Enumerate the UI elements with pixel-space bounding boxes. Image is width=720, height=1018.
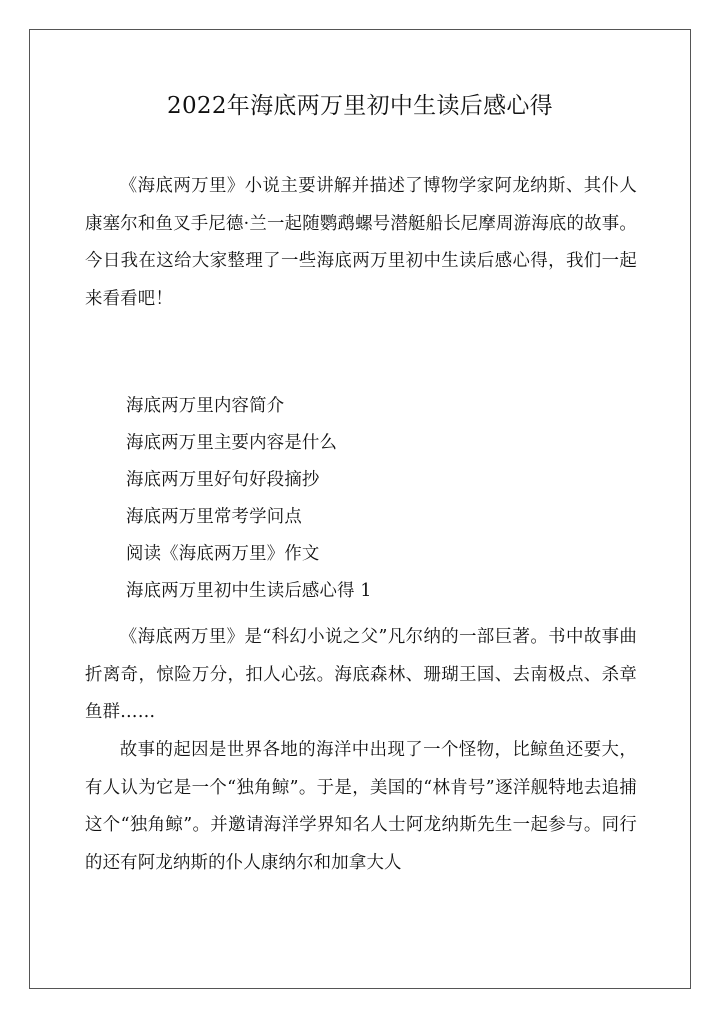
body-paragraph-2: 故事的起因是世界各地的海洋中出现了一个怪物，比鲸鱼还要大，有人认为它是一个“独角鲸”。于是，美国的“林肯号”逐洋舰特地去追捕这个“独角鲸”。并邀请海洋学界知名人士阿龙纳斯先生一起参与。同行的还有阿龙纳斯的仆人康纳尔和加拿大人 — [85, 740, 637, 873]
body-paragraph-1: 《海底两万里》是“科幻小说之父”凡尔纳的一部巨著。书中故事曲折离奇，惊险万分，扣人心弦。海底森林、珊瑚王国、去南极点、杀章鱼群…… — [85, 627, 637, 722]
toc-item-essay: 阅读《海底两万里》作文 — [126, 544, 320, 564]
intro-paragraph: 《海底两万里》小说主要讲解并描述了博物学家阿龙纳斯、其仆人康塞尔和鱼叉手尼德·兰一起随鹦鹉螺号潜艇船长尼摩周游海底的故事。今日我在这给大家整理了一些海底两万里初中生读后感心得，我们一起来看看吧！ — [85, 176, 637, 309]
toc-item-summary: 海底两万里内容简介 — [126, 396, 285, 416]
toc-item-excerpts: 海底两万里好句好段摘抄 — [126, 470, 320, 490]
table-of-contents — [126, 388, 646, 610]
toc-item-main-content: 海底两万里主要内容是什么 — [126, 433, 338, 453]
toc-item-knowledge-points: 海底两万里常考学问点 — [126, 507, 302, 527]
document-title: 2022年海底两万里初中生读后感心得 — [167, 93, 553, 119]
toc-item-reflection-1: 海底两万里初中生读后感心得 1 — [126, 581, 372, 601]
